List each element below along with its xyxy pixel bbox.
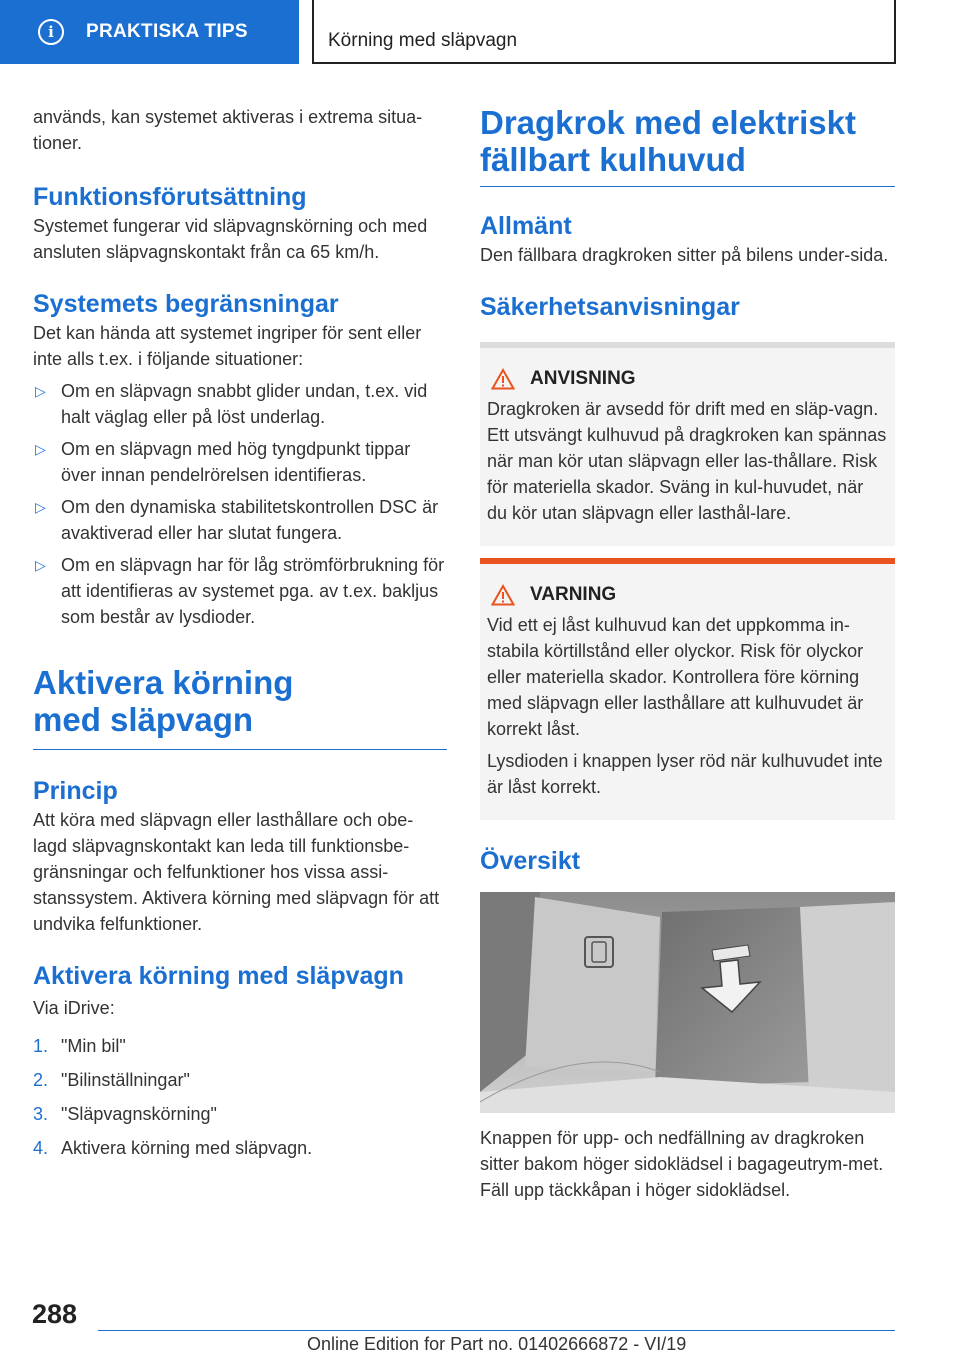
limitation-list [33, 378, 447, 630]
steps-list [33, 1033, 447, 1161]
oversikt-caption: Knappen för upp- och nedfällning av dragkroken sitter bakom höger sidoklädsel i bagageutrym-met. Fäll upp täckkåpan i höger sidoklädsel. [480, 1128, 884, 1200]
princip-text: Att köra med släpvagn eller lasthållare och obe-lagd släpvagnskontakt kan leda till funktionsbe-gränsningar och felfunktioner hos vissa assi-stanssystem. Aktivera körning med släpvagn för att undvika felfunktioner. [33, 810, 440, 934]
heading-rule [33, 749, 447, 750]
info-icon: i [38, 19, 64, 45]
right-column [480, 104, 895, 1203]
warning-label: VARNING [530, 584, 617, 605]
footer-edition: Online Edition for Part no. 01402666872 - VI/19 [307, 1334, 687, 1354]
notice-text: Dragkroken är avsedd för drift med en släp-vagn. Ett utsvängt kulhuvud på dragkroken kan spännas när man kör utan släpvagn eller las-thållare. Risk för materiella skador. Sväng in kul-huvudet, när du kör utan släpvagn eller lasthål-lare. [487, 399, 887, 523]
triangle-bullet-icon: ▷ [35, 441, 46, 457]
heading-rule [480, 186, 895, 187]
notice-bar [480, 342, 895, 348]
triangle-bullet-icon: ▷ [35, 499, 46, 515]
list-item: 4. Aktivera körning med släpvagn. [33, 1138, 313, 1158]
list-item: 1. "Min bil" [33, 1036, 126, 1056]
section-label: PRAKTISKA TIPS [86, 21, 248, 42]
oversikt-heading: Översikt [480, 847, 581, 875]
trunk-illustration [480, 892, 895, 1113]
triangle-bullet-icon: ▷ [35, 383, 46, 399]
warning-box [480, 558, 895, 820]
list-item: ▷ Om en släpvagn snabbt glider undan, t.ex. vid halt väglag eller på löst underlag. [33, 378, 447, 430]
princip-heading: Princip [33, 777, 118, 805]
warning-text: Vid ett ej låst kulhuvud kan det uppkomma in-stabila körtillstånd eller olyckor. Risk för olyckor eller materiella skador. Kontrollera före körning med släpvagn eller lasthållare att kulhuvudet är korrekt låst. [487, 615, 864, 739]
warning-bar [480, 558, 895, 564]
begransning-text: Det kan hända att systemet ingriper för sent eller inte alls t.ex. i följande situationer: [33, 323, 422, 369]
allmant-heading: Allmänt [480, 212, 572, 240]
trunk-photo [480, 892, 895, 1113]
notice-label: ANVISNING [530, 368, 636, 389]
triangle-bullet-icon: ▷ [35, 557, 46, 573]
list-item: 3. "Släpvagnskörning" [33, 1104, 217, 1124]
footer-rule [98, 1330, 895, 1331]
page-number: 288 [32, 1299, 78, 1329]
list-item: ▷ Om en släpvagn har för låg strömförbrukning för att identifieras av systemet pga. av t.ex. bakljus som består av lysdioder. [33, 552, 447, 630]
warning-triangle-icon [491, 584, 515, 606]
begransning-heading: Systemets begränsningar [33, 290, 339, 318]
aktivera-sub-heading: Aktivera körning med släpvagn [33, 962, 404, 990]
list-item: ▷ Om en släpvagn med hög tyngdpunkt tippar över innan pendelrörelsen identifieras. [33, 436, 447, 488]
list-item: ▷ Om den dynamiska stabilitetskontrollen DSC är avaktiverad eller har slutat fungera. [33, 494, 447, 546]
funktion-text: Systemet fungerar vid släpvagnskörning och med ansluten släpvagnskontakt från ca 65 km/h. [33, 216, 428, 262]
intro-text: används, kan systemet aktiveras i extrema situa-tioner. [33, 107, 423, 153]
section-tab [0, 0, 299, 64]
aktivera-heading: Aktivera körning med släpvagn [33, 664, 294, 738]
via-text: Via iDrive: [33, 998, 115, 1018]
warning-triangle-icon [491, 368, 515, 390]
warning-text-led: Lysdioden i knappen lyser röd när kulhuvudet inte är låst korrekt. [487, 751, 883, 797]
list-item: 2. "Bilinställningar" [33, 1070, 190, 1090]
dragkrok-heading: Dragkrok med elektriskt fällbart kulhuvud [480, 104, 857, 178]
funktion-heading: Funktionsförutsättning [33, 183, 307, 211]
allmant-text: Den fällbara dragkroken sitter på bilens under-sida. [480, 245, 889, 265]
left-column [33, 104, 447, 1161]
notice-box [480, 342, 895, 546]
chapter-title: Körning med släpvagn [312, 0, 896, 64]
sakerhet-heading: Säkerhetsanvisningar [480, 293, 740, 321]
